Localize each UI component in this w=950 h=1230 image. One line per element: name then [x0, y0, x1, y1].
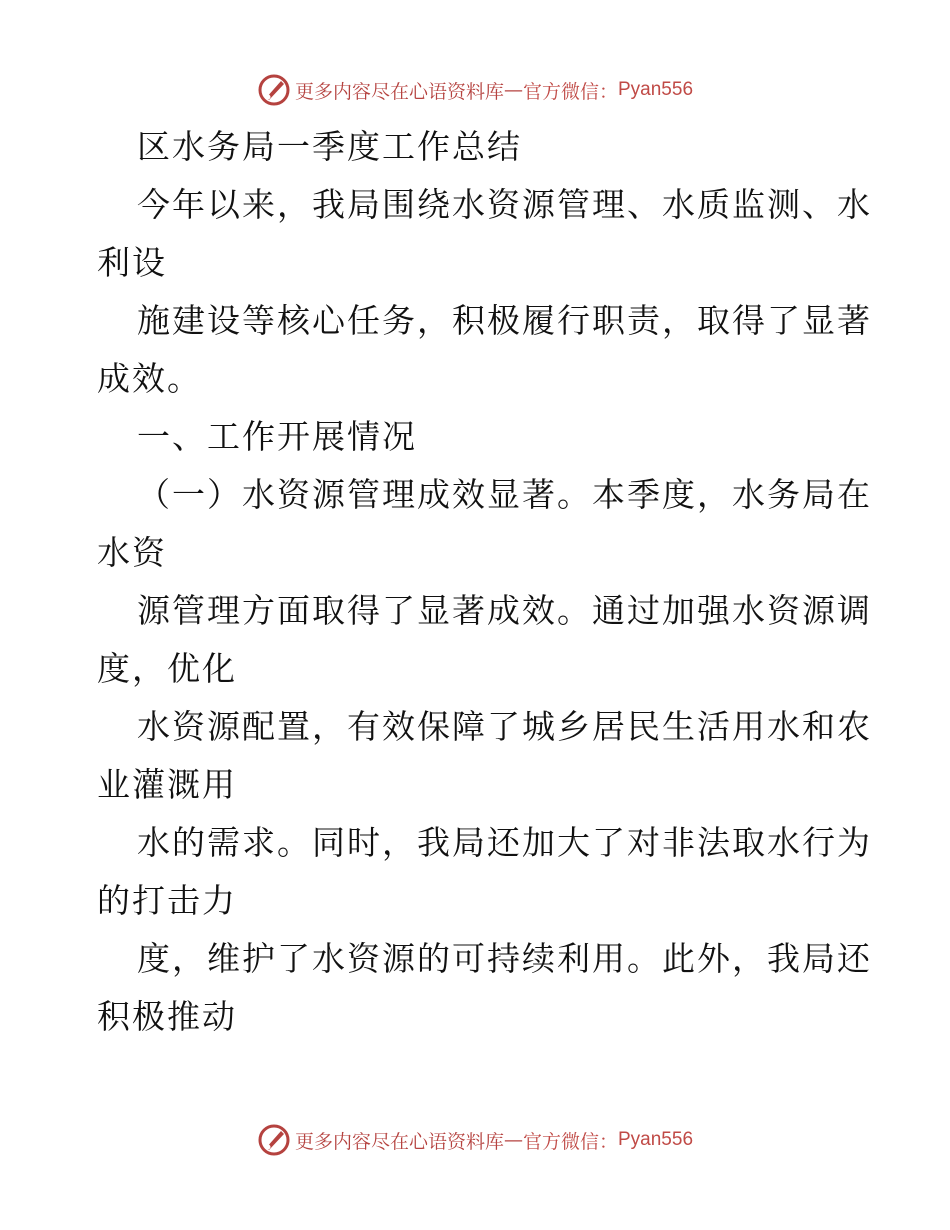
- document-title: 区水务局一季度工作总结: [137, 127, 522, 166]
- paragraph-line: 利设: [97, 243, 167, 282]
- paragraph-line: 水的需求。同时，我局还加大了对非法取水行为: [137, 823, 872, 862]
- quill-pen-logo-icon: [257, 73, 291, 107]
- watermark-wechat-id: Pyan556: [618, 1129, 694, 1150]
- paragraph-line: 的打击力: [97, 881, 237, 920]
- paragraph-line: 水资源配置，有效保障了城乡居民生活用水和农: [137, 707, 872, 746]
- footer-watermark: [0, 1122, 950, 1158]
- watermark-wechat-id: Pyan556: [618, 79, 694, 100]
- watermark-dash: —: [503, 79, 523, 101]
- watermark-wechat-label: 官方微信：: [522, 80, 618, 103]
- paragraph-line: 今年以来，我局围绕水资源管理、水质监测、水: [137, 185, 872, 224]
- watermark-wechat-label: 官方微信：: [522, 1130, 618, 1153]
- section-heading: 一、工作开展情况: [137, 417, 417, 456]
- document-body: [97, 118, 872, 1046]
- quill-pen-logo-icon: [257, 1123, 291, 1157]
- paragraph-line: 施建设等核心任务，积极履行职责，取得了显著: [137, 301, 872, 340]
- paragraph-line: 源管理方面取得了显著成效。通过加强水资源调: [137, 591, 872, 630]
- paragraph-line: 水资: [97, 533, 167, 572]
- paragraph-line: （一）水资源管理成效显著。本季度，水务局在: [137, 475, 872, 514]
- paragraph-line: 业灌溉用: [97, 765, 237, 804]
- paragraph-line: 度，优化: [97, 649, 237, 688]
- watermark-text: 更多内容尽在心语资料库: [294, 80, 504, 103]
- header-watermark: [0, 72, 950, 108]
- paragraph-line: 积极推动: [97, 997, 237, 1036]
- paragraph-line: 度，维护了水资源的可持续利用。此外，我局还: [137, 939, 872, 978]
- watermark-dash: —: [503, 1129, 523, 1151]
- paragraph-line: 成效。: [97, 359, 202, 398]
- watermark-text: 更多内容尽在心语资料库: [294, 1130, 504, 1153]
